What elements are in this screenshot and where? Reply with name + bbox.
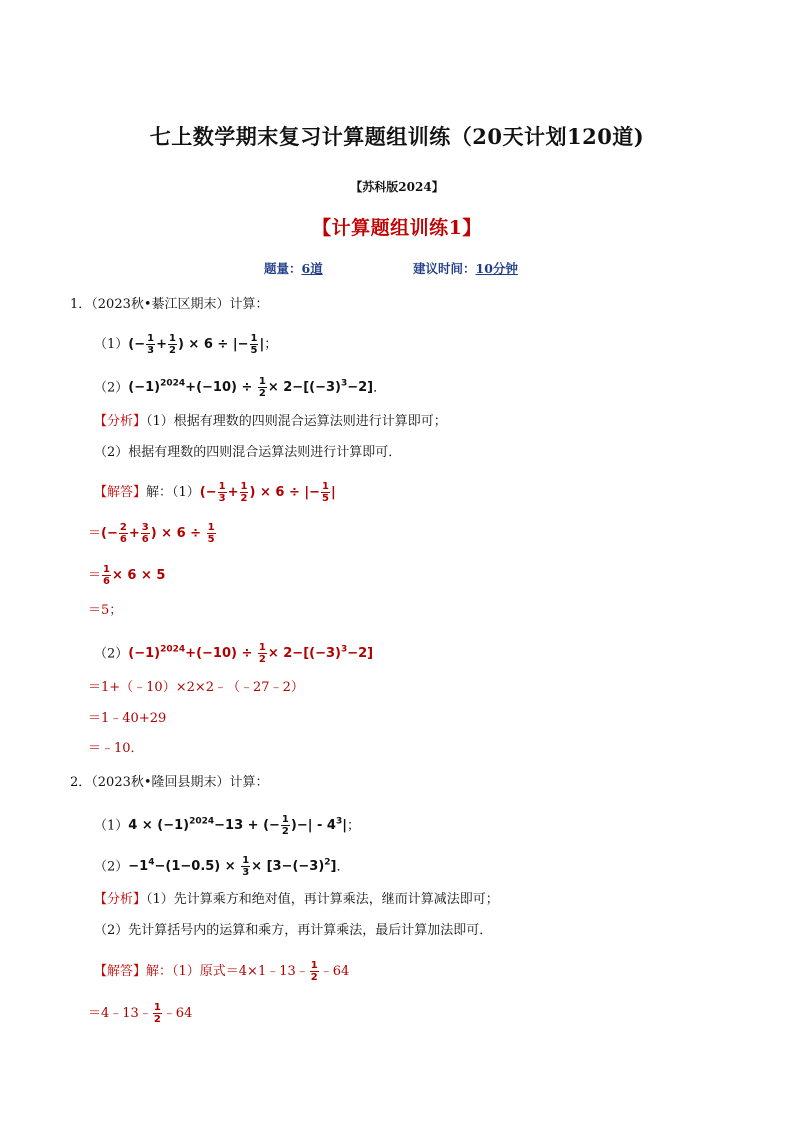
suggested-time-label: 建议时间： — [413, 261, 476, 276]
suggested-time-value: 10分钟 — [475, 261, 518, 276]
q1-answer-part2: $(2)(-1)^{2024}+(-10)$ ÷ $\frac{1}{2}$ × $2-[(-3)^3-2]$ — [94, 642, 374, 666]
q1-part1: （1）(− $\frac{1}{3}$ + $\frac{1}{2}$ ) × 6 ÷ |− $\frac{1}{5}$ |； — [94, 333, 278, 356]
q1-part2-expr: $(-1)^{2024}+(-10)$ ÷ $\frac{1}{2}$ × $2-[(-3)^3-2]$ — [128, 376, 374, 400]
q1-answer-step3: ＝ $\frac{1}{6}$ × 6 × 5 — [88, 564, 166, 587]
q2-stem: 2．（2023秋•隆回县期末）计算： — [70, 775, 269, 790]
q1-analysis1: 【分析】（1）根据有理数的四则混合运算法则进行计算即可； — [94, 414, 447, 429]
question-count — [264, 259, 323, 277]
q2-analysis1: 【分析】（1）先计算乘方和绝对值，再计算乘法，继而计算减法即可； — [94, 892, 499, 907]
q1-part2: $(2)(-1)^{2024}+(-10)$ ÷ $\frac{1}{2}$ × $2-[(-3)^3-2]$． — [94, 376, 387, 400]
q1-answer-step6: ＝1﹣40+29 — [88, 711, 167, 726]
q2-part2-label: （2） — [94, 859, 129, 875]
q2-part1: $(1)4 \times (-1)^{2024}-13$ + (− $\frac{1}{2}$ )−| - $4^3|$； — [94, 814, 360, 838]
q1-analysis2: （2）根据有理数的四则混合运算法则进行计算即可． — [94, 445, 402, 460]
q2-answer-tag: 【解答】 — [94, 964, 147, 979]
group-title: 【计算题组训练1】 — [312, 217, 482, 239]
question-count-value: 6道 — [301, 261, 323, 276]
q1-answer-step4: ＝5； — [88, 603, 123, 618]
q2-part1-label: （1） — [94, 818, 129, 834]
q2-part2: $(2)-1^4-(1-0.5)$ × $\frac{1}{3}$ × $[3-(-3)^2]$． — [94, 855, 350, 879]
q1-part1-expr: (− $\frac{1}{3}$ + $\frac{1}{2}$ ) × 6 ÷ |− $\frac{1}{5}$ | — [128, 333, 265, 356]
q2-analysis2: （2）先计算括号内的运算和乘方，再计算乘法，最后计算加法即可． — [94, 923, 493, 938]
q1-answer-step5: ＝1+（﹣10）×2×2﹣（﹣27﹣2） — [88, 680, 304, 695]
page-title: 七上数学期末复习计算题组训练（20天计划120道) — [149, 124, 645, 149]
q1-answer-line1: 【解答】解：（1）(− $\frac{1}{3}$ + $\frac{1}{2}$ ) × 6 ÷ |− $\frac{1}{5}$ | — [94, 481, 336, 504]
q1-stem: 1．（2023秋•綦江区期末）计算： — [70, 297, 269, 312]
q2-analysis-tag: 【分析】 — [94, 892, 147, 907]
q1-answer-step2: ＝(− $\frac{2}{6}$ + $\frac{3}{6}$ ) × 6 ÷ $\frac{1}{5}$ — [88, 522, 215, 545]
q2-part1-expr: $4 \times (-1)^{2024}-13$ + (− $\frac{1}{2}$ )−| - $4^3|$ — [128, 814, 347, 838]
q1-answer-tag: 【解答】 — [94, 485, 147, 500]
q1-part2-label: （2） — [94, 380, 129, 396]
q1-analysis-tag: 【分析】 — [94, 414, 147, 429]
edition-label: 【苏科版2024】 — [350, 180, 444, 194]
question-count-label: 题量： — [264, 261, 302, 276]
q2-part2-expr: $-1^4-(1-0.5)$ × $\frac{1}{3}$ × $[3-(-3)^2]$ — [128, 855, 337, 879]
q2-answer-line1: 【解答】解：（1）原式＝4×1﹣13﹣ $\frac{1}{2}$ ﹣64 — [94, 960, 350, 983]
q1-answer-step7: ＝﹣10． — [88, 741, 144, 756]
q1-part1-label: （1） — [94, 337, 129, 352]
suggested-time — [413, 259, 518, 277]
q2-answer-step2: ＝4﹣13﹣ $\frac{1}{2}$ ﹣64 — [88, 1002, 193, 1025]
